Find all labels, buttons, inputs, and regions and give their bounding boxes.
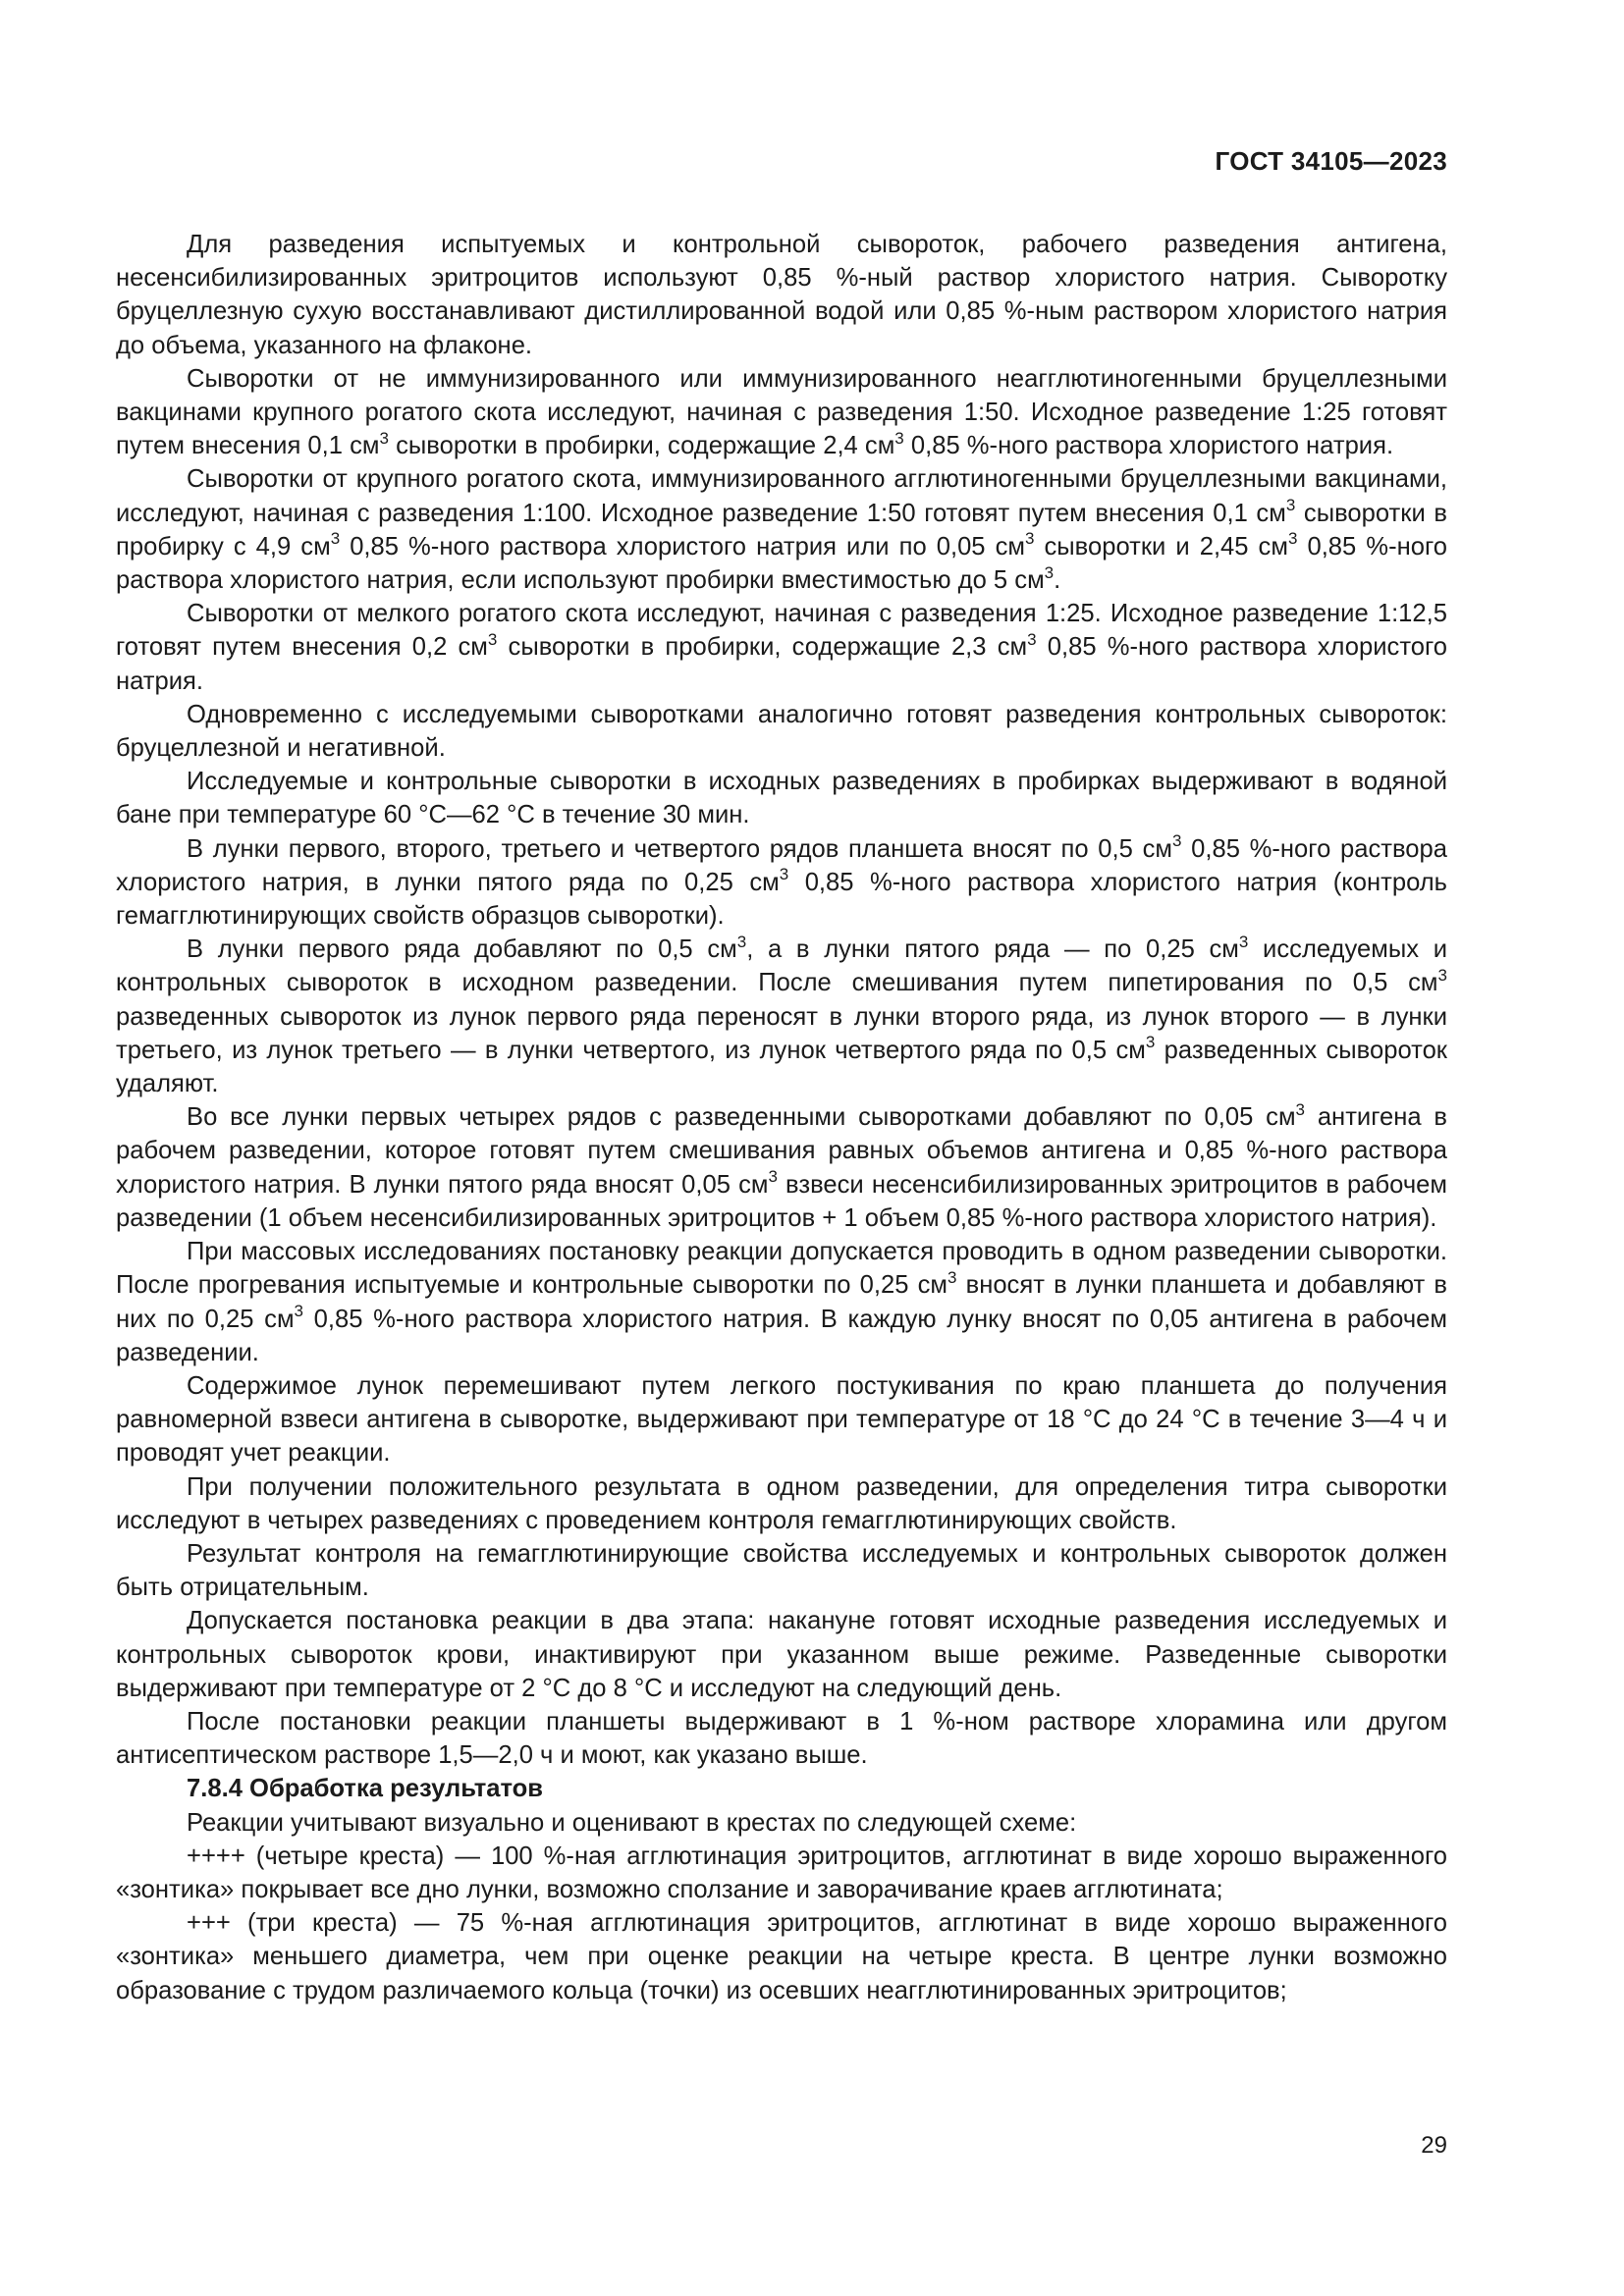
paragraph: В лунки первого, второго, третьего и четвертого рядов планшета вносят по 0,5 $см^3$ 0,85 %-ного раствора хлористого натрия, в лунки пятого ряда по 0,25 $см^3$ 0,85 %-ного раствора хлористого натрия (контроль гемагглютинирующих свойств образцов сыворотки).	[116, 831, 1448, 931]
document-code-header: ГОСТ 34105—2023	[1215, 146, 1447, 176]
document-page	[116, 0, 1447, 2296]
paragraph: Допускается постановка реакции в два этапа: накануне готовят исходные разведения исследуемых и контрольных сывороток крови, инактивируют при указанном выше режиме. Разведенные сыворотки выдерживают при температуре от 2 °С до 8 °С и исследуют на следующий день.	[116, 1607, 1447, 1702]
paragraph: Сыворотки от крупного рогатого скота, иммунизированного агглютиногенными бруцеллезными вакцинами, исследуют, начиная с разведения 1:100. Исходное разведение 1:50 готовят путем внесения 0,1 $см^3$ сыворотки в пробирку с 4,9 $см^3$ 0,85 %-ного раствора хлористого натрия или по 0,05 $см^3$ сыворотки и 2,45 $см^3$ 0,85 %-ного раствора хлористого натрия, если используют пробирки вместимостью до 5 $см^3$.	[116, 465, 1447, 595]
paragraph: При массовых исследованиях постановку реакции допускается проводить в одном разведении сыворотки. После прогревания испытуемые и контрольные сыворотки по 0,25 $см^3$ вносят в лунки планшета и добавляют в них по 0,25 $см^3$ 0,85 %-ного раствора хлористого натрия. В каждую лунку вносят по 0,05 антигена в рабочем разведении.	[116, 1238, 1448, 1366]
paragraph: Содержимое лунок перемешивают путем легкого постукивания по краю планшета до получения равномерной взвеси антигена в сыворотке, выдерживают при температуре от 18 °С до 24 °С в течение 3—4 ч и проводят учет реакции.	[116, 1371, 1447, 1468]
paragraph: Сыворотки от не иммунизированного или иммунизированного неагглютиногенными бруцеллезными вакцинами крупного рогатого скота исследуют, начиная с разведения 1:50. Исходное разведение 1:25 готовят путем внесения 0,1 $см^3$ сыворотки в пробирки, содержащие 2,4 $см^3$ 0,85 %-ного раствора хлористого натрия.	[116, 364, 1447, 460]
paragraph: Исследуемые и контрольные сыворотки в исходных разведениях в пробирках выдерживают в водяной бане при температуре 60 °С—62 °С в течение 30 мин.	[116, 768, 1447, 829]
paragraph: Реакции учитывают визуально и оценивают в крестах по следующей схеме:	[187, 1808, 1077, 1837]
paragraph: Сыворотки от мелкого рогатого скота исследуют, начиная с разведения 1:25. Исходное разведение 1:12,5 готовят путем внесения 0,2 $см^3$ сыворотки в пробирки, содержащие 2,3 $см^3$ 0,85 %-ного раствора хлористого натрия.	[116, 600, 1448, 695]
body-text	[116, 228, 1447, 2007]
page-number: 29	[1421, 2132, 1447, 2159]
section-heading: 7.8.4 Обработка результатов	[187, 1775, 544, 1803]
paragraph: Для разведения испытуемых и контрольной сывороток, рабочего разведения антигена, несенсибилизированных эритроцитов используют 0,85 %-ный раствор хлористого натрия. Сыворотку бруцеллезную сухую восстанавливают дистиллированной водой или 0,85 %-ным раствором хлористого натрия до объема, указанного на флаконе.	[116, 231, 1447, 359]
paragraph: После постановки реакции планшеты выдерживают в 1 %-ном растворе хлорамина или другом антисептическом растворе 1,5—2,0 ч и моют, как указано выше.	[116, 1707, 1447, 1770]
paragraph: Одновременно с исследуемыми сыворотками аналогично готовят разведения контрольных сывороток: бруцеллезной и негативной.	[116, 700, 1447, 763]
paragraph: ++++ (четыре креста) — 100 %-ная агглютинация эритроцитов, агглютинат в виде хорошо выраженного «зонтика» покрывает все дно лунки, возможно сползание и заворачивание краев агглютината;	[116, 1842, 1447, 1903]
paragraph: При получении положительного результата в одном разведении, для определения титра сыворотки исследуют в четырех разведениях с проведением контроля гемагглютинирующих свойств.	[116, 1472, 1447, 1534]
paragraph: В лунки первого ряда добавляют по 0,5 $см^3$, а в лунки пятого ряда — по 0,25 $см^3$ исследуемых и контрольных сывороток в исходном разведении. После смешивания путем пипетирования по 0,5 $см^3$ разведенных сывороток из лунок первого ряда переносят в лунки второго ряда, из лунок второго — в лунки третьего, из лунок третьего — в лунки четвертого, из лунок четвертого ряда по 0,5 $см^3$ разведенных сывороток удаляют.	[116, 932, 1447, 1098]
paragraph: Результат контроля на гемагглютинирующие свойства исследуемых и контрольных сывороток должен быть отрицательным.	[116, 1539, 1447, 1602]
paragraph: +++ (три креста) — 75 %-ная агглютинация эритроцитов, агглютинат в виде хорошо выраженного «зонтика» меньшего диаметра, чем при оценке реакции на четыре креста. В центре лунки возможно образование с трудом различаемого кольца (точки) из осевших неагглютинированных эритроцитов;	[116, 1909, 1447, 2004]
paragraph: Во все лунки первых четырех рядов с разведенными сыворотками добавляют по 0,05 $см^3$ антигена в рабочем разведении, которое готовят путем смешивания равных объемов антигена и 0,85 %-ного раствора хлористого натрия. В лунки пятого ряда вносят 0,05 $см^3$ взвеси несенсибилизированных эритроцитов в рабочем разведении (1 объем несенсибилизированных эритроцитов + 1 объем 0,85 %-ного раствора хлористого натрия).	[116, 1099, 1448, 1232]
